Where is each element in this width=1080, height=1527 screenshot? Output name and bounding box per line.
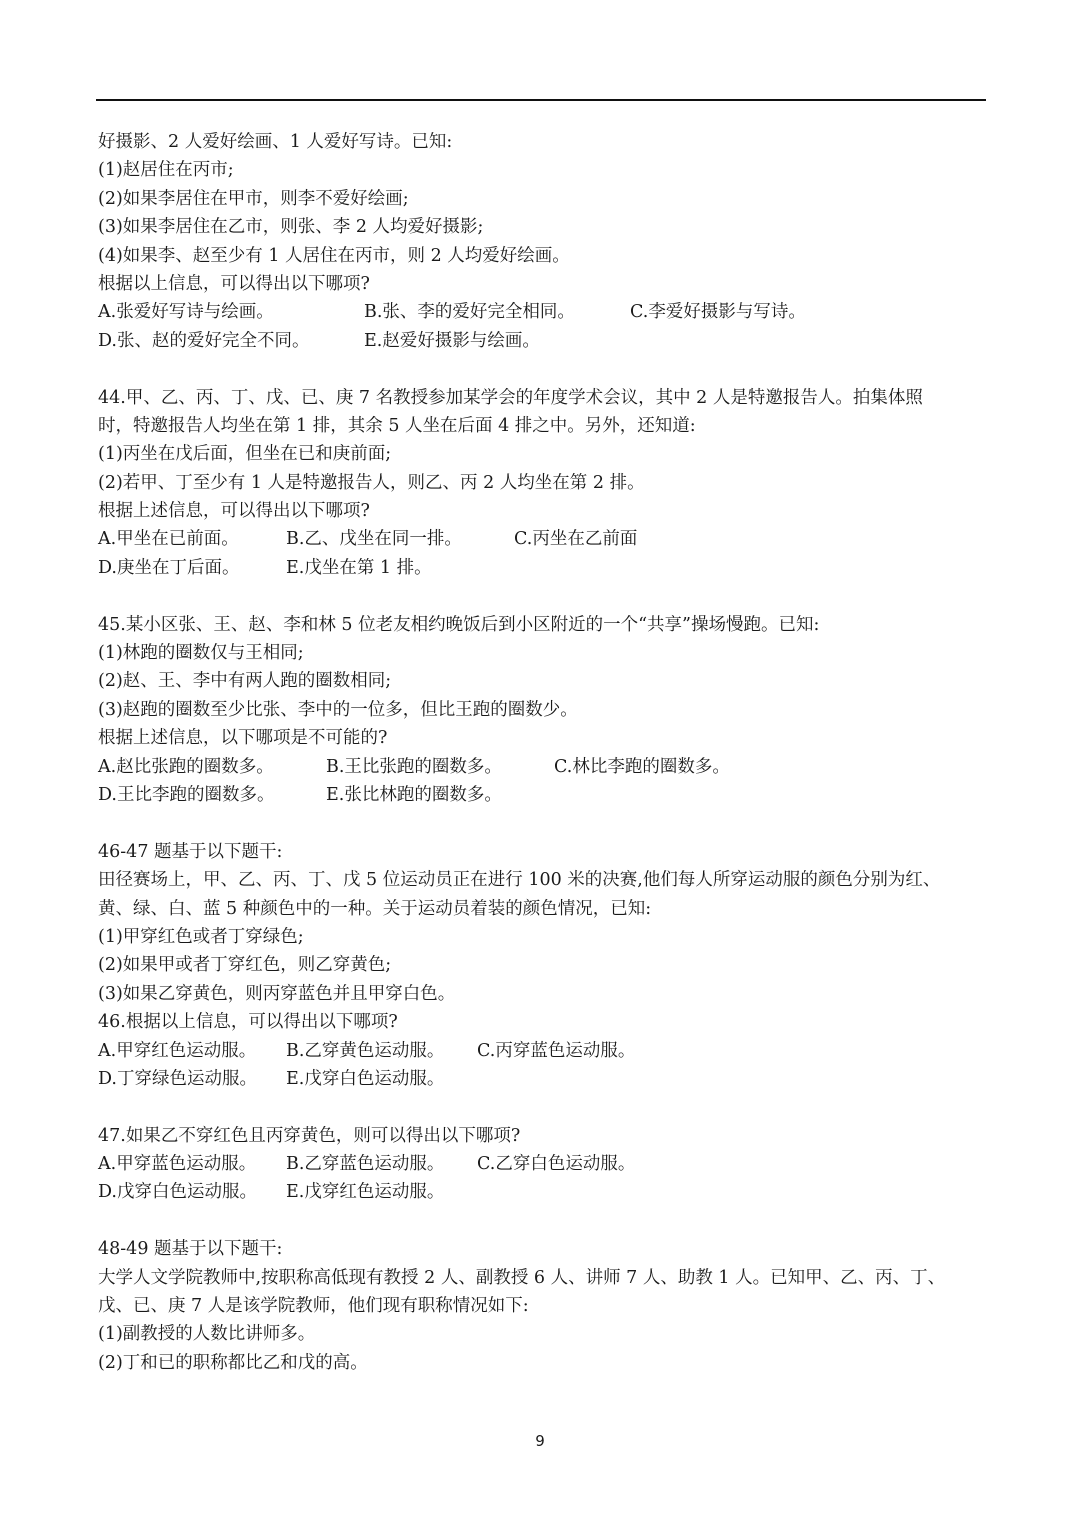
- options-row: [98, 753, 988, 781]
- spacer: [98, 1093, 988, 1121]
- question-46-47-stem: [98, 838, 988, 1008]
- stem-line: 田径赛场上，甲、乙、丙、丁、戊 5 位运动员正在进行 100 米的决赛,他们每人所穿运动服的颜色分别为红、: [98, 870, 941, 891]
- option-e: E.戊坐在第 1 排。: [286, 557, 432, 578]
- option-e: E.赵爱好摄影与绘画。: [364, 330, 540, 351]
- spacer: [98, 809, 988, 837]
- stem-line: 黄、绿、白、蓝 5 种颜色中的一种。关于运动员着装的颜色情况，已知:: [98, 898, 652, 919]
- option-b: B.乙穿蓝色运动服。: [286, 1154, 445, 1175]
- condition-line: (1)丙坐在戊后面，但坐在已和庚前面;: [98, 444, 392, 465]
- option-e: E.张比林跑的圈数多。: [326, 784, 502, 805]
- question-prompt: 47.如果乙不穿红色且丙穿黄色，则可以得出以下哪项?: [98, 1125, 521, 1146]
- option-e: E.戊穿红色运动服。: [286, 1182, 445, 1203]
- stem-heading: 48-49 题基于以下题干:: [98, 1239, 283, 1260]
- option-b: B.王比张跑的圈数多。: [326, 756, 502, 777]
- option-d: D.王比李跑的圈数多。: [98, 784, 275, 805]
- header-rule: [96, 99, 986, 101]
- options-row: [98, 1065, 988, 1093]
- options-row: [98, 327, 988, 355]
- question-44: [98, 384, 988, 583]
- condition-line: (2)丁和已的职称都比乙和戊的高。: [98, 1352, 368, 1373]
- condition-line: (1)副教授的人数比讲师多。: [98, 1324, 316, 1345]
- options-row: [98, 298, 988, 326]
- option-a: A.甲坐在已前面。: [98, 529, 239, 550]
- option-c: C.丙坐在乙前面: [514, 529, 638, 550]
- condition-line: (2)若甲、丁至少有 1 人是特邀报告人，则乙、丙 2 人均坐在第 2 排。: [98, 472, 645, 493]
- question-45: [98, 611, 988, 810]
- options-row: [98, 781, 988, 809]
- options-row: [98, 554, 988, 582]
- stem-line: 好摄影、2 人爱好绘画、1 人爱好写诗。已知:: [98, 132, 453, 152]
- stem-line: 45.某小区张、王、赵、李和林 5 位老友相约晚饭后到小区附近的一个“共享”操场慢跑。已知:: [98, 614, 820, 635]
- condition-line: (4)如果李、赵至少有 1 人居住在丙市，则 2 人均爱好绘画。: [98, 245, 570, 266]
- spacer: [98, 355, 988, 383]
- question-43-continuation: [98, 128, 988, 355]
- option-d: D.庚坐在丁后面。: [98, 557, 240, 578]
- option-a: A.甲穿红色运动服。: [98, 1040, 257, 1061]
- page-content: [98, 128, 988, 1377]
- question-prompt: 46.根据以上信息，可以得出以下哪项?: [98, 1012, 398, 1033]
- option-a: A.张爱好写诗与绘画。: [98, 302, 274, 323]
- spacer: [98, 582, 988, 610]
- option-d: D.张、赵的爱好完全不同。: [98, 330, 310, 351]
- option-d: D.丁穿绿色运动服。: [98, 1068, 257, 1089]
- condition-line: (1)赵居住在丙市;: [98, 160, 234, 181]
- condition-line: (2)如果李居住在甲市，则李不爱好绘画;: [98, 188, 409, 209]
- option-b: B.乙、戊坐在同一排。: [286, 529, 462, 550]
- option-c: C.李爱好摄影与写诗。: [630, 302, 806, 323]
- question-prompt: 根据以上信息，可以得出以下哪项?: [98, 273, 370, 294]
- option-b: B.张、李的爱好完全相同。: [364, 302, 575, 323]
- options-row: [98, 1037, 988, 1065]
- stem-heading: 46-47 题基于以下题干:: [98, 841, 283, 862]
- stem-line: 时，特邀报告人均坐在第 1 排，其余 5 人坐在后面 4 排之中。另外，还知道:: [98, 415, 696, 436]
- option-d: D.戊穿白色运动服。: [98, 1182, 257, 1203]
- option-c: C.乙穿白色运动服。: [477, 1154, 636, 1175]
- stem-line: 戊、已、庚 7 人是该学院教师，他们现有职称情况如下:: [98, 1296, 529, 1317]
- option-c: C.林比李跑的圈数多。: [554, 756, 730, 777]
- options-row: [98, 1150, 988, 1178]
- option-b: B.乙穿黄色运动服。: [286, 1040, 445, 1061]
- condition-line: (2)如果甲或者丁穿红色，则乙穿黄色;: [98, 955, 392, 976]
- question-prompt: 根据上述信息，以下哪项是不可能的?: [98, 728, 388, 749]
- option-c: C.丙穿蓝色运动服。: [477, 1040, 636, 1061]
- question-46: [98, 1008, 988, 1093]
- condition-line: (1)林跑的圈数仅与王相同;: [98, 643, 304, 664]
- condition-line: (2)赵、王、李中有两人跑的圈数相同;: [98, 671, 392, 692]
- option-e: E.戊穿白色运动服。: [286, 1068, 445, 1089]
- question-48-49-stem: [98, 1235, 988, 1377]
- question-prompt: 根据上述信息，可以得出以下哪项?: [98, 501, 370, 522]
- condition-line: (3)赵跑的圈数至少比张、李中的一位多，但比王跑的圈数少。: [98, 699, 578, 720]
- question-47: [98, 1122, 988, 1207]
- page-number: 9: [535, 1432, 545, 1450]
- condition-line: (3)如果乙穿黄色，则丙穿蓝色并且甲穿白色。: [98, 983, 456, 1004]
- option-a: A.甲穿蓝色运动服。: [98, 1154, 257, 1175]
- condition-line: (3)如果李居住在乙市，则张、李 2 人均爱好摄影;: [98, 217, 484, 238]
- options-row: [98, 1178, 988, 1206]
- option-a: A.赵比张跑的圈数多。: [98, 756, 274, 777]
- stem-line: 44.甲、乙、丙、丁、戊、已、庚 7 名教授参加某学会的年度学术会议，其中 2 人是特邀报告人。拍集体照: [98, 387, 923, 408]
- spacer: [98, 1207, 988, 1235]
- condition-line: (1)甲穿红色或者丁穿绿色;: [98, 926, 304, 947]
- stem-line: 大学人文学院教师中,按职称高低现有教授 2 人、副教授 6 人、讲师 7 人、助教 1 人。已知甲、乙、丙、丁、: [98, 1267, 946, 1288]
- options-row: [98, 525, 988, 553]
